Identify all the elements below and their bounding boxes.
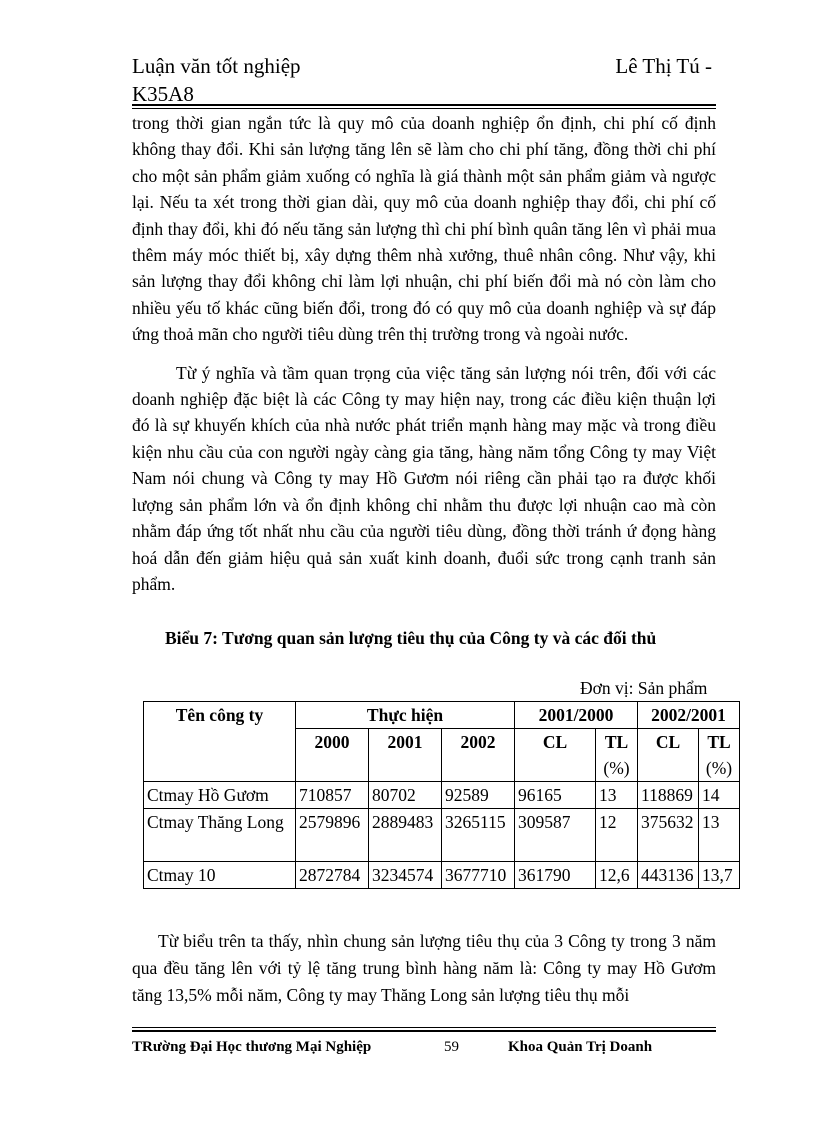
paragraph-1: trong thời gian ngắn tức là quy mô của doanh nghiệp ổn định, chi phí cố định không thay đổi. Khi sản lượng tăng lên sẽ làm cho chi phí tăng, đồng thời chi phí cho một sản phẩm giảm xuống có nghĩa là giá thành một sản phẩm giảm và ngược lại. Nếu ta xét trong thời gian dài, quy mô của doanh nghiệp thay đổi, chi phí cố định thay đổi, khi đó nếu tăng sản lượng thì chi phí bình quân tăng lên vì phải mua thêm máy móc thiết bị, xây dựng thêm nhà xưởng, thuê nhân công. Như vậy, khi sản lượng thay đổi không chỉ làm lợi nhuận, chi phí biến đổi mà nó còn làm cho nhiều yếu tố khác cũng biến đổi, trong đó có quy mô của doanh nghiệp và sự đáp ứng thoả mãn cho người tiêu dùng trên thị trường trong và ngoài nước. <box>132 113 716 345</box>
page-number: 59 <box>444 1039 459 1055</box>
footer-rule <box>132 1030 716 1032</box>
value-tl-2: 13 <box>699 809 740 862</box>
value-tl-2: 13,7 <box>699 862 740 889</box>
header-title: Luận văn tốt nghiệp <box>132 54 301 78</box>
tl-label: TL <box>604 732 629 752</box>
table-header-row <box>144 702 740 729</box>
header-rule-thin <box>132 108 716 109</box>
header-author: Lê Thị Tú - <box>615 54 712 78</box>
sales-table <box>143 701 740 889</box>
value-tl-1: 13 <box>596 782 638 809</box>
tl-unit: (%) <box>603 758 630 778</box>
col-period-2: 2002/2001 <box>638 702 740 729</box>
company-name: Ctmay 10 <box>144 862 296 889</box>
footer-faculty: Khoa Quản Trị Doanh <box>508 1039 653 1055</box>
col-cl-1: CL <box>515 729 596 782</box>
value-cl-1: 96165 <box>515 782 596 809</box>
company-name: Ctmay Thăng Long <box>144 809 296 862</box>
value-cl-2: 443136 <box>638 862 699 889</box>
value-2000: 2872784 <box>296 862 369 889</box>
value-2000: 2579896 <box>296 809 369 862</box>
value-cl-1: 361790 <box>515 862 596 889</box>
col-period-1: 2001/2000 <box>515 702 638 729</box>
body-text <box>132 110 716 597</box>
value-2001: 3234574 <box>369 862 442 889</box>
value-tl-2: 14 <box>699 782 740 809</box>
company-name: Ctmay Hồ Gươm <box>144 782 296 809</box>
col-tl-1 <box>596 729 638 782</box>
value-2001: 80702 <box>369 782 442 809</box>
paragraph-3: Từ biểu trên ta thấy, nhìn chung sản lượng tiêu thụ của 3 Công ty trong 3 năm qua đều tăng lên với tỷ lệ tăng trung bình hàng năm là: Công ty may Hồ Gươm tăng 13,5% mỗi năm, Công ty may Thăng Long sản lượng tiêu thụ mỗi <box>132 931 716 1005</box>
col-cl-2: CL <box>638 729 699 782</box>
value-2002: 92589 <box>442 782 515 809</box>
footer-school: TRường Đại Học thương Mại Nghiệp <box>132 1039 372 1055</box>
col-2002: 2002 <box>442 729 515 782</box>
tl-label: TL <box>707 732 731 752</box>
value-2002: 3265115 <box>442 809 515 862</box>
value-cl-2: 375632 <box>638 809 699 862</box>
value-cl-1: 309587 <box>515 809 596 862</box>
value-2000: 710857 <box>296 782 369 809</box>
value-cl-2: 118869 <box>638 782 699 809</box>
header-rule <box>132 104 716 106</box>
paragraph-2: Từ ý nghĩa và tầm quan trọng của việc tăng sản lượng nói trên, đối với các doanh nghiệp đặc biệt là các Công ty may hiện nay, trong các điều kiện thuận lợi đó là sự khuyến khích của nhà nước phát triển mạnh hàng may mặc và trong điều kiện nhu cầu của con người ngày càng gia tăng, hàng năm tổng Công ty may Việt Nam nói chung và Công ty may Hồ Gươm nói riêng cần phải tạo ra được khối lượng sản phẩm lớn và ổn định không chỉ nhằm thu được lợi nhuận cao mà còn nhằm đáp ứng tốt nhất nhu cầu của người tiêu dùng, đồng thời tránh ứ đọng hàng hoá dẫn đến giảm hiệu quả sản xuất kinh doanh, đuổi sức trong cạnh tranh sản phẩm. <box>132 362 716 594</box>
value-tl-1: 12,6 <box>596 862 638 889</box>
value-2001: 2889483 <box>369 809 442 862</box>
col-2001: 2001 <box>369 729 442 782</box>
col-company: Tên công ty <box>144 702 296 782</box>
col-actual: Thực hiện <box>296 702 515 729</box>
tl-unit: (%) <box>705 758 733 778</box>
table-unit: Đơn vị: Sản phẩm <box>580 678 708 698</box>
col-tl-2 <box>699 729 740 782</box>
table-row <box>144 862 740 889</box>
value-2002: 3677710 <box>442 862 515 889</box>
header-class: K35A8 <box>132 82 194 106</box>
page-header <box>132 52 712 108</box>
col-2000: 2000 <box>296 729 369 782</box>
footer-rule-thin <box>132 1027 716 1028</box>
table-row <box>144 782 740 809</box>
table-row <box>144 809 740 862</box>
value-tl-1: 12 <box>596 809 638 862</box>
table-caption: Biểu 7: Tương quan sản lượng tiêu thụ của Công ty và các đối thủ <box>165 628 657 648</box>
